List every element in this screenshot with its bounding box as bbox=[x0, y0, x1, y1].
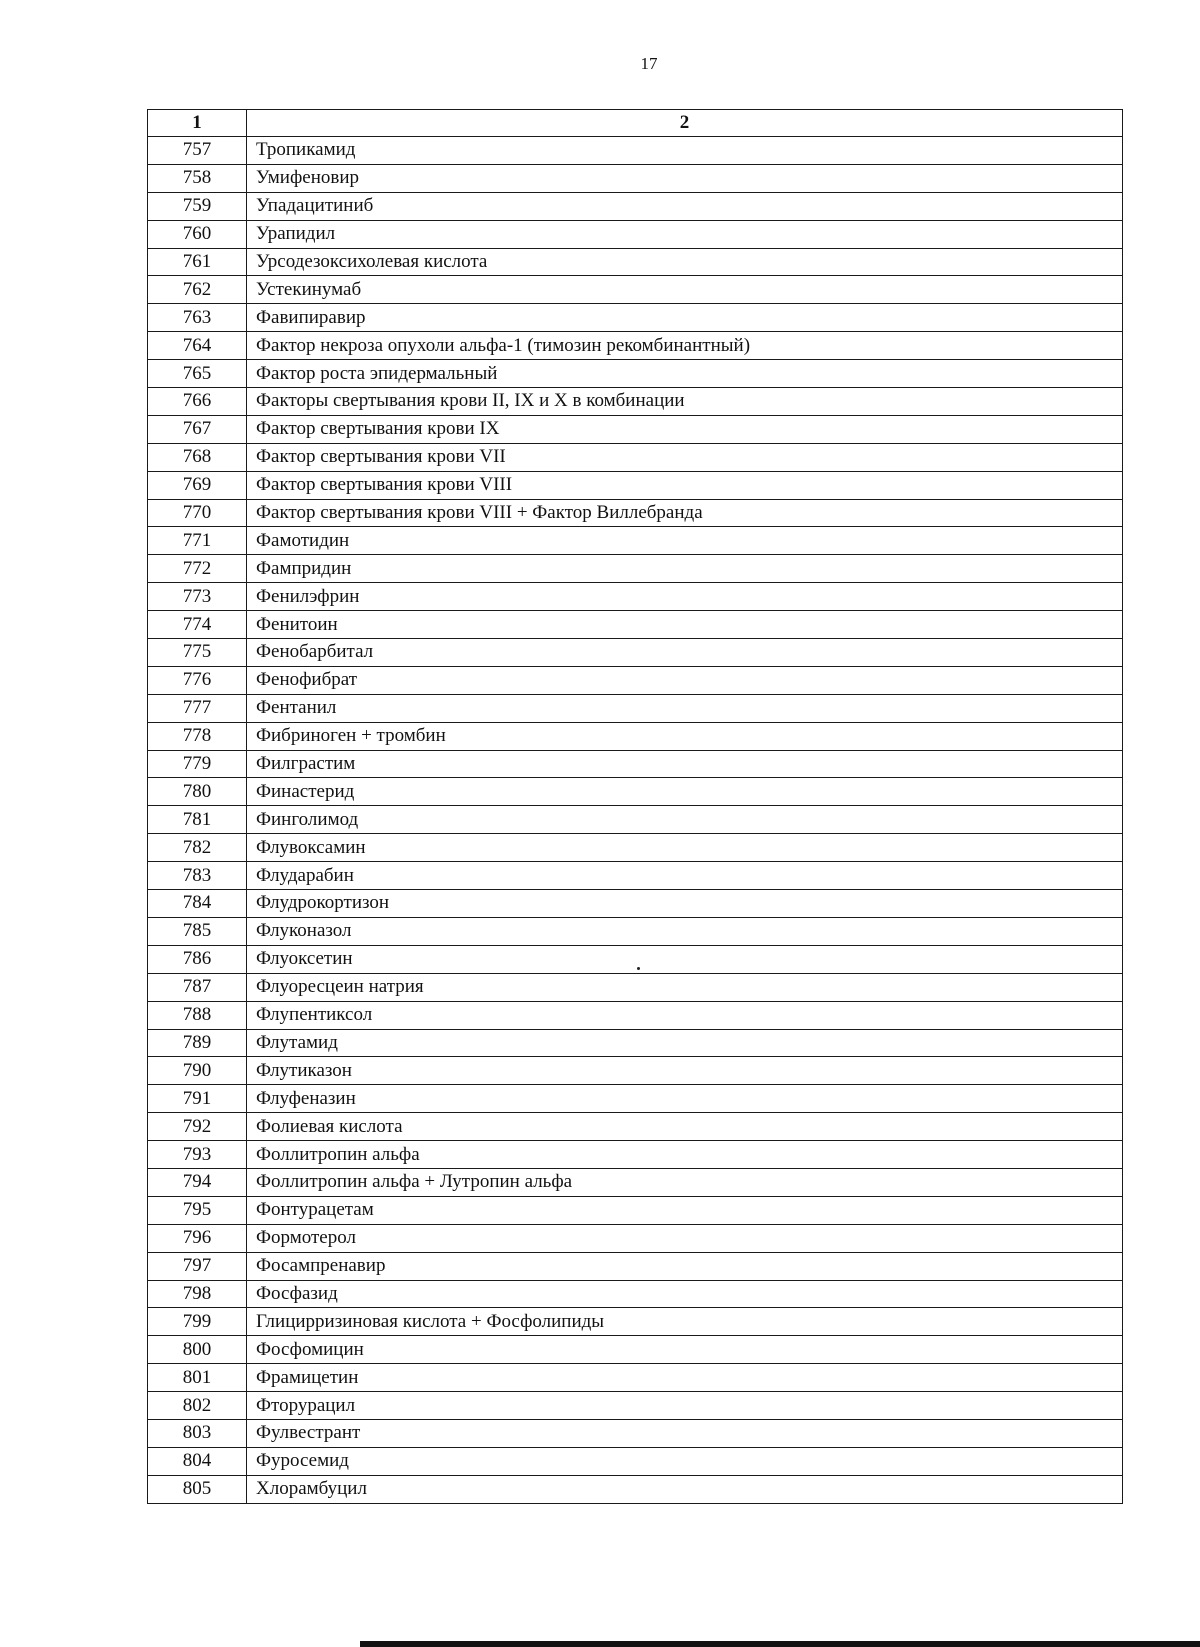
drug-name: Филграстим bbox=[247, 750, 1123, 778]
row-number: 771 bbox=[148, 527, 247, 555]
drug-name: Фактор роста эпидермальный bbox=[247, 360, 1123, 388]
row-number: 766 bbox=[148, 388, 247, 416]
drug-name: Фторурацил bbox=[247, 1392, 1123, 1420]
row-number: 794 bbox=[148, 1168, 247, 1196]
drug-name: Тропикамид bbox=[247, 137, 1123, 165]
column-header-number: 1 bbox=[148, 110, 247, 137]
row-number: 772 bbox=[148, 555, 247, 583]
row-number: 804 bbox=[148, 1447, 247, 1475]
row-number: 800 bbox=[148, 1336, 247, 1364]
row-number: 757 bbox=[148, 137, 247, 165]
table-row bbox=[148, 1364, 1123, 1392]
row-number: 786 bbox=[148, 945, 247, 973]
row-number: 770 bbox=[148, 499, 247, 527]
table-row bbox=[148, 639, 1123, 667]
table-header-row bbox=[148, 110, 1123, 137]
row-number: 763 bbox=[148, 304, 247, 332]
table-row bbox=[148, 276, 1123, 304]
table-row bbox=[148, 778, 1123, 806]
drug-name: Фуросемид bbox=[247, 1447, 1123, 1475]
table-row bbox=[148, 1168, 1123, 1196]
row-number: 782 bbox=[148, 834, 247, 862]
table-row bbox=[148, 471, 1123, 499]
row-number: 761 bbox=[148, 248, 247, 276]
scan-speck bbox=[637, 967, 640, 970]
table-row bbox=[148, 1196, 1123, 1224]
table-row bbox=[148, 750, 1123, 778]
table-row bbox=[148, 1447, 1123, 1475]
table-row bbox=[148, 443, 1123, 471]
drug-name: Упадацитиниб bbox=[247, 192, 1123, 220]
table-row bbox=[148, 220, 1123, 248]
table-row bbox=[148, 192, 1123, 220]
table-row bbox=[148, 388, 1123, 416]
drug-name: Финголимод bbox=[247, 806, 1123, 834]
table-row bbox=[148, 164, 1123, 192]
table-row bbox=[148, 945, 1123, 973]
drug-name: Флутамид bbox=[247, 1029, 1123, 1057]
drug-name: Фактор некроза опухоли альфа-1 (тимозин рекомбинантный) bbox=[247, 332, 1123, 360]
row-number: 760 bbox=[148, 220, 247, 248]
drug-name: Фоллитропин альфа + Лутропин альфа bbox=[247, 1168, 1123, 1196]
table-row bbox=[148, 332, 1123, 360]
table-row bbox=[148, 1392, 1123, 1420]
drug-name: Флударабин bbox=[247, 862, 1123, 890]
row-number: 785 bbox=[148, 917, 247, 945]
row-number: 768 bbox=[148, 443, 247, 471]
row-number: 759 bbox=[148, 192, 247, 220]
drug-name: Фосфомицин bbox=[247, 1336, 1123, 1364]
row-number: 790 bbox=[148, 1057, 247, 1085]
row-number: 787 bbox=[148, 973, 247, 1001]
row-number: 780 bbox=[148, 778, 247, 806]
table-row bbox=[148, 499, 1123, 527]
scan-edge-bar bbox=[360, 1641, 1200, 1647]
table-body bbox=[148, 137, 1123, 1504]
row-number: 765 bbox=[148, 360, 247, 388]
drug-name: Фактор свертывания крови VIII + Фактор Виллебранда bbox=[247, 499, 1123, 527]
row-number: 795 bbox=[148, 1196, 247, 1224]
drug-name: Флуфеназин bbox=[247, 1085, 1123, 1113]
row-number: 778 bbox=[148, 722, 247, 750]
drug-name: Фосфазид bbox=[247, 1280, 1123, 1308]
table-row bbox=[148, 1224, 1123, 1252]
drug-name: Фоллитропин альфа bbox=[247, 1141, 1123, 1169]
row-number: 789 bbox=[148, 1029, 247, 1057]
page-number: 17 bbox=[640, 54, 658, 73]
row-number: 783 bbox=[148, 862, 247, 890]
drug-name: Фолиевая кислота bbox=[247, 1113, 1123, 1141]
drug-name: Факторы свертывания крови II, IX и X в комбинации bbox=[247, 388, 1123, 416]
row-number: 799 bbox=[148, 1308, 247, 1336]
table-row bbox=[148, 1280, 1123, 1308]
row-number: 758 bbox=[148, 164, 247, 192]
drug-name: Фамотидин bbox=[247, 527, 1123, 555]
drug-name: Флудрокортизон bbox=[247, 890, 1123, 918]
row-number: 781 bbox=[148, 806, 247, 834]
drug-name: Фенофибрат bbox=[247, 666, 1123, 694]
drug-name: Фенобарбитал bbox=[247, 639, 1123, 667]
row-number: 791 bbox=[148, 1085, 247, 1113]
table-row bbox=[148, 1252, 1123, 1280]
table-row bbox=[148, 917, 1123, 945]
drug-name: Фенилэфрин bbox=[247, 583, 1123, 611]
table-row bbox=[148, 1001, 1123, 1029]
table-row bbox=[148, 890, 1123, 918]
drug-name: Флуоксетин bbox=[247, 945, 1123, 973]
row-number: 797 bbox=[148, 1252, 247, 1280]
table-row bbox=[148, 1336, 1123, 1364]
table-row bbox=[148, 1308, 1123, 1336]
drug-name: Флутиказон bbox=[247, 1057, 1123, 1085]
table-row bbox=[148, 611, 1123, 639]
row-number: 767 bbox=[148, 415, 247, 443]
drug-name: Флувоксамин bbox=[247, 834, 1123, 862]
row-number: 798 bbox=[148, 1280, 247, 1308]
drug-list-table bbox=[147, 109, 1123, 1504]
row-number: 764 bbox=[148, 332, 247, 360]
table-row bbox=[148, 694, 1123, 722]
table-row bbox=[148, 304, 1123, 332]
table-row bbox=[148, 722, 1123, 750]
drug-name: Устекинумаб bbox=[247, 276, 1123, 304]
table-row bbox=[148, 1419, 1123, 1447]
drug-name: Флупентиксол bbox=[247, 1001, 1123, 1029]
row-number: 801 bbox=[148, 1364, 247, 1392]
table-row bbox=[148, 1057, 1123, 1085]
drug-name: Флуоресцеин натрия bbox=[247, 973, 1123, 1001]
row-number: 784 bbox=[148, 890, 247, 918]
row-number: 792 bbox=[148, 1113, 247, 1141]
row-number: 775 bbox=[148, 639, 247, 667]
table-row bbox=[148, 137, 1123, 165]
table-row bbox=[148, 1029, 1123, 1057]
drug-name: Формотерол bbox=[247, 1224, 1123, 1252]
table-row bbox=[148, 360, 1123, 388]
table-row bbox=[148, 1113, 1123, 1141]
table-row bbox=[148, 527, 1123, 555]
drug-name: Флуконазол bbox=[247, 917, 1123, 945]
table-row bbox=[148, 862, 1123, 890]
row-number: 773 bbox=[148, 583, 247, 611]
row-number: 803 bbox=[148, 1419, 247, 1447]
column-header-name: 2 bbox=[247, 110, 1123, 137]
drug-name: Фактор свертывания крови VII bbox=[247, 443, 1123, 471]
table-row bbox=[148, 583, 1123, 611]
drug-name: Умифеновир bbox=[247, 164, 1123, 192]
row-number: 779 bbox=[148, 750, 247, 778]
table-row bbox=[148, 806, 1123, 834]
drug-name: Фулвестрант bbox=[247, 1419, 1123, 1447]
drug-name: Фавипиравир bbox=[247, 304, 1123, 332]
row-number: 802 bbox=[148, 1392, 247, 1420]
table-row bbox=[148, 248, 1123, 276]
drug-name: Фактор свертывания крови IX bbox=[247, 415, 1123, 443]
drug-name: Глицирризиновая кислота + Фосфолипиды bbox=[247, 1308, 1123, 1336]
drug-name: Фенитоин bbox=[247, 611, 1123, 639]
row-number: 793 bbox=[148, 1141, 247, 1169]
drug-name: Фибриноген + тромбин bbox=[247, 722, 1123, 750]
row-number: 774 bbox=[148, 611, 247, 639]
row-number: 776 bbox=[148, 666, 247, 694]
table-row bbox=[148, 1085, 1123, 1113]
row-number: 788 bbox=[148, 1001, 247, 1029]
table-row bbox=[148, 415, 1123, 443]
drug-name: Хлорамбуцил bbox=[247, 1475, 1123, 1503]
row-number: 805 bbox=[148, 1475, 247, 1503]
drug-name: Фентанил bbox=[247, 694, 1123, 722]
drug-name: Фактор свертывания крови VIII bbox=[247, 471, 1123, 499]
drug-name: Фампридин bbox=[247, 555, 1123, 583]
table-row bbox=[148, 1141, 1123, 1169]
row-number: 769 bbox=[148, 471, 247, 499]
drug-name: Урсодезоксихолевая кислота bbox=[247, 248, 1123, 276]
drug-name: Финастерид bbox=[247, 778, 1123, 806]
row-number: 796 bbox=[148, 1224, 247, 1252]
drug-name: Урапидил bbox=[247, 220, 1123, 248]
table-row bbox=[148, 834, 1123, 862]
table-row bbox=[148, 666, 1123, 694]
row-number: 762 bbox=[148, 276, 247, 304]
row-number: 777 bbox=[148, 694, 247, 722]
drug-name: Фосампренавир bbox=[247, 1252, 1123, 1280]
drug-name: Фрамицетин bbox=[247, 1364, 1123, 1392]
table-row bbox=[148, 973, 1123, 1001]
drug-name: Фонтурацетам bbox=[247, 1196, 1123, 1224]
table-row bbox=[148, 555, 1123, 583]
table-row bbox=[148, 1475, 1123, 1503]
